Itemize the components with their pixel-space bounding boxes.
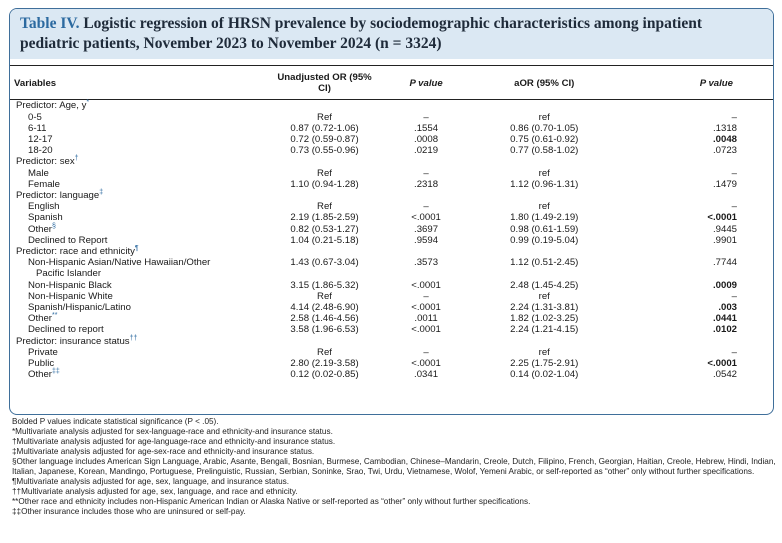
row-label <box>10 224 269 235</box>
adjusted-p-value-cell: .0048 <box>712 134 737 146</box>
adjusted-p-value-cell: .003 <box>718 302 737 314</box>
aor-cell: ref <box>538 167 550 179</box>
header-aor: aOR (95% CI) <box>472 66 616 100</box>
row-label <box>10 145 269 156</box>
aor-cell <box>472 336 616 347</box>
footnotes <box>12 417 777 517</box>
row-label-text: Private <box>28 346 58 358</box>
row-label-text: Predictor: race and ethnicity <box>16 246 135 258</box>
adjusted-p-value-cell: .1479 <box>712 178 737 190</box>
aor-cell: ref <box>538 201 550 213</box>
aor-cell <box>472 268 616 279</box>
row-label <box>10 156 269 167</box>
aor-cell: 0.86 (0.70-1.05) <box>510 122 579 134</box>
p-value-cell <box>380 246 472 257</box>
adjusted-p-value-cell: – <box>731 346 737 358</box>
table-row <box>10 302 773 313</box>
unadjusted-or-cell: Ref <box>317 111 332 123</box>
header-unadjusted-or: Unadjusted OR (95% CI) <box>269 66 380 100</box>
row-label-text: Predictor: Age, y <box>16 100 87 112</box>
unadjusted-or-cell: 0.72 (0.59-0.87) <box>290 134 359 146</box>
footnote-marker: § <box>52 222 56 230</box>
p-value-cell: .9594 <box>414 234 439 246</box>
aor-cell: 0.77 (0.58-1.02) <box>510 145 579 157</box>
p-value-cell <box>380 190 472 201</box>
adjusted-p-value-cell: .0102 <box>712 324 737 336</box>
table-title <box>10 9 773 59</box>
adjusted-p-value-cell: – <box>731 167 737 179</box>
aor-cell: 0.98 (0.61-1.59) <box>510 223 579 235</box>
aor-cell: 2.24 (1.21-4.15) <box>510 324 579 336</box>
row-label <box>10 179 269 190</box>
footnote-marker: ** <box>52 312 58 320</box>
aor-cell: 2.24 (1.31-3.81) <box>510 302 579 314</box>
row-label-text: Pacific Islander <box>36 268 102 280</box>
row-label <box>10 123 269 134</box>
p-value-cell: – <box>423 290 429 302</box>
table-row <box>10 112 773 123</box>
aor-cell <box>472 190 616 201</box>
row-label-text: Declined to Report <box>28 234 108 246</box>
p-value-cell: – <box>423 346 429 358</box>
row-label-text: Public <box>28 358 55 370</box>
table-row <box>10 134 773 145</box>
table-row <box>10 291 773 302</box>
table-row <box>10 313 773 324</box>
row-label-text: Other <box>28 313 52 325</box>
footnote: Bolded P values indicate statistical significance (P < .05). <box>12 417 219 426</box>
adjusted-p-value-cell: .9445 <box>712 223 737 235</box>
adjusted-p-value-cell: .0009 <box>712 279 737 291</box>
row-label <box>10 369 269 380</box>
table-frame <box>9 8 774 415</box>
header-p-value-2: P value <box>616 66 773 100</box>
aor-cell: 1.12 (0.51-2.45) <box>510 257 579 269</box>
group-row <box>10 246 773 257</box>
aor-cell: ref <box>538 290 550 302</box>
row-label-text: 0-5 <box>28 111 42 123</box>
table-row <box>10 168 773 179</box>
unadjusted-or-cell: 1.10 (0.94-1.28) <box>290 178 359 190</box>
adjusted-p-value-cell <box>616 156 773 167</box>
row-label-text: Spanish <box>28 212 63 224</box>
p-value-cell: <.0001 <box>411 279 441 291</box>
row-label-text: Spanish/Hispanic/Latino <box>28 302 131 314</box>
unadjusted-or-cell: 4.14 (2.48-6.90) <box>290 302 359 314</box>
row-label <box>10 212 269 223</box>
row-label <box>10 313 269 324</box>
p-value-cell <box>380 336 472 347</box>
unadjusted-or-cell: 2.58 (1.46-4.56) <box>290 313 359 325</box>
footnote-marker: † <box>74 155 79 163</box>
unadjusted-or-cell: Ref <box>317 346 332 358</box>
aor-cell: ref <box>538 346 550 358</box>
aor-cell: 1.80 (1.49-2.19) <box>510 212 579 224</box>
p-value-cell: .2318 <box>414 178 439 190</box>
unadjusted-or-cell <box>269 156 380 167</box>
p-value-cell: <.0001 <box>411 212 441 224</box>
row-label <box>10 246 269 257</box>
row-label <box>10 280 269 291</box>
adjusted-p-value-cell: – <box>731 290 737 302</box>
p-value-cell <box>380 268 472 279</box>
row-label-text: Non-Hispanic Black <box>28 279 112 291</box>
row-label <box>10 302 269 313</box>
unadjusted-or-cell: 1.04 (0.21-5.18) <box>290 234 359 246</box>
header-p-value-1: P value <box>380 66 472 100</box>
adjusted-p-value-cell: <.0001 <box>707 212 737 224</box>
p-value-cell: <.0001 <box>411 302 441 314</box>
row-label-text: Predictor: sex <box>16 156 75 168</box>
p-value-cell: .1554 <box>414 122 439 134</box>
row-label <box>10 291 269 302</box>
row-label-text: Declined to report <box>28 324 104 336</box>
adjusted-p-value-cell: <.0001 <box>707 358 737 370</box>
group-row <box>10 100 773 112</box>
table-row <box>10 324 773 335</box>
table-label: Table IV. <box>20 15 80 32</box>
aor-cell: 0.99 (0.19-5.04) <box>510 234 579 246</box>
row-label-text: Other <box>28 369 52 381</box>
footnote: †Multivariate analysis adjusted for age-language-race and ethnicity-and insurance status. <box>12 437 336 446</box>
unadjusted-or-cell <box>269 190 380 201</box>
group-row <box>10 336 773 347</box>
row-label-text: Non-Hispanic White <box>28 290 113 302</box>
aor-cell <box>472 100 616 112</box>
footnote: ‡Multivariate analysis adjusted for age-sex-race and ethnicity-and insurance status. <box>12 447 315 456</box>
row-label <box>10 100 269 112</box>
adjusted-p-value-cell: .7744 <box>712 257 737 269</box>
aor-cell <box>472 246 616 257</box>
p-value-cell: – <box>423 201 429 213</box>
adjusted-p-value-cell <box>616 336 773 347</box>
p-value-cell <box>380 100 472 112</box>
row-label-text: 6-11 <box>28 122 47 134</box>
row-label <box>10 268 269 279</box>
header-variables: Variables <box>10 66 269 100</box>
table-row <box>10 145 773 156</box>
row-label <box>10 347 269 358</box>
adjusted-p-value-cell: – <box>731 111 737 123</box>
p-value-cell: <.0001 <box>411 358 441 370</box>
row-label <box>10 190 269 201</box>
row-label <box>10 201 269 212</box>
aor-cell: 1.82 (1.02-3.25) <box>510 313 579 325</box>
unadjusted-or-cell: 0.73 (0.55-0.96) <box>290 145 359 157</box>
footnote-marker: †† <box>129 334 138 342</box>
unadjusted-or-cell <box>269 268 380 279</box>
adjusted-p-value-cell: .0542 <box>712 369 737 381</box>
unadjusted-or-cell: 2.80 (2.19-3.58) <box>290 358 359 370</box>
footnote-marker: ¶ <box>134 244 139 252</box>
row-label <box>10 112 269 123</box>
unadjusted-or-cell <box>269 336 380 347</box>
row-label-text: Predictor: insurance status <box>16 335 130 347</box>
unadjusted-or-cell: 3.58 (1.96-6.53) <box>290 324 359 336</box>
adjusted-p-value-cell <box>616 100 773 112</box>
table-body <box>10 100 773 381</box>
row-label <box>10 134 269 145</box>
footnote: §Other language includes American Sign Language, Arabic, Asante, Bengali, Bosnian, Burmese, Cambodian, Chinese–Mandarin, Creole, Dutch, Filipino, French, Georgian, Haitian, Creole, Hebrew, Hindi, Indian, Italian, Japanese, Korean, Mandingo, Portuguese, Prelinguistic, Russian, Serbian, Soninke, Srao, Twi, Urdu, Vietnamese, Wolof, Yemeni Arabic, or self-reported as “other” only without further specifications. <box>12 457 776 476</box>
table-row <box>10 123 773 134</box>
unadjusted-or-cell: 0.82 (0.53-1.27) <box>290 223 359 235</box>
table-row <box>10 179 773 190</box>
p-value-cell: – <box>423 167 429 179</box>
adjusted-p-value-cell: – <box>731 201 737 213</box>
table-row <box>10 369 773 380</box>
footnote: ‡‡Other insurance includes those who are uninsured or self-pay. <box>12 507 246 516</box>
row-label-text: English <box>28 201 60 213</box>
aor-cell: ref <box>538 111 550 123</box>
table-row <box>10 201 773 212</box>
unadjusted-or-cell: Ref <box>317 290 332 302</box>
unadjusted-or-cell: 2.19 (1.85-2.59) <box>290 212 359 224</box>
aor-cell <box>472 156 616 167</box>
row-label <box>10 257 269 268</box>
table-row <box>10 358 773 369</box>
row-label <box>10 358 269 369</box>
footnote-marker: ‡‡ <box>52 368 60 376</box>
adjusted-p-value-cell <box>616 190 773 201</box>
row-label <box>10 168 269 179</box>
group-row <box>10 156 773 167</box>
unadjusted-or-cell <box>269 100 380 112</box>
adjusted-p-value-cell <box>616 246 773 257</box>
row-label <box>10 324 269 335</box>
unadjusted-or-cell: Ref <box>317 201 332 213</box>
footnote-marker: * <box>86 99 90 107</box>
unadjusted-or-cell: 1.43 (0.67-3.04) <box>290 257 359 269</box>
row-label-text: Female <box>28 178 60 190</box>
p-value-cell: .0219 <box>414 145 439 157</box>
row-label <box>10 336 269 347</box>
footnote: *Multivariate analysis adjusted for sex-language-race and ethnicity-and insurance status. <box>12 427 333 436</box>
regression-table <box>10 65 773 380</box>
table-row <box>10 280 773 291</box>
unadjusted-or-cell: Ref <box>317 167 332 179</box>
table-row <box>10 347 773 358</box>
table-row <box>10 268 773 279</box>
group-row <box>10 190 773 201</box>
adjusted-p-value-cell: .0441 <box>712 313 737 325</box>
footnote: **Other race and ethnicity includes non-Hispanic American Indian or Alaska Native or self-reported as “other” only without further specifications. <box>12 497 531 506</box>
unadjusted-or-cell <box>269 246 380 257</box>
aor-cell: 1.12 (0.96-1.31) <box>510 178 579 190</box>
row-label-text: Other <box>28 223 52 235</box>
row-label-text: Non-Hispanic Asian/Native Hawaiian/Other <box>28 257 211 269</box>
row-label-text: 18-20 <box>28 145 53 157</box>
adjusted-p-value-cell: .9901 <box>712 234 737 246</box>
aor-cell: 0.75 (0.61-0.92) <box>510 134 579 146</box>
table-row <box>10 212 773 223</box>
row-label <box>10 235 269 246</box>
table-row <box>10 235 773 246</box>
aor-cell: 2.25 (1.75-2.91) <box>510 358 579 370</box>
p-value-cell: – <box>423 111 429 123</box>
p-value-cell: <.0001 <box>411 324 441 336</box>
p-value-cell: .0011 <box>414 313 438 325</box>
p-value-cell: .0008 <box>414 134 439 146</box>
header-row <box>10 66 773 100</box>
p-value-cell: .3697 <box>414 223 439 235</box>
adjusted-p-value-cell <box>616 268 773 279</box>
adjusted-p-value-cell: .1318 <box>712 122 737 134</box>
adjusted-p-value-cell: .0723 <box>712 145 737 157</box>
footnote-marker: ‡ <box>99 188 104 196</box>
unadjusted-or-cell: 0.12 (0.02-0.85) <box>290 369 359 381</box>
unadjusted-or-cell: 3.15 (1.86-5.32) <box>290 279 359 291</box>
footnote: ¶Multivariate analysis adjusted for age, sex, language, and insurance status. <box>12 477 290 486</box>
table-row <box>10 257 773 268</box>
table-row <box>10 224 773 235</box>
table-title-text: Logistic regression of HRSN prevalence by sociodemographic characteristics among inpatient pediatric patients, November 2023 to November 2024 (n = 3324) <box>20 15 702 52</box>
aor-cell: 0.14 (0.02-1.04) <box>510 369 579 381</box>
aor-cell: 2.48 (1.45-4.25) <box>510 279 579 291</box>
row-label-text: Predictor: language <box>16 190 100 202</box>
row-label-text: Male <box>28 167 49 179</box>
p-value-cell <box>380 156 472 167</box>
p-value-cell: .0341 <box>414 369 439 381</box>
unadjusted-or-cell: 0.87 (0.72-1.06) <box>290 122 359 134</box>
p-value-cell: .3573 <box>414 257 439 269</box>
footnote: ††Multivariate analysis adjusted for age, sex, language, and race and ethnicity. <box>12 487 298 496</box>
row-label-text: 12-17 <box>28 134 53 146</box>
